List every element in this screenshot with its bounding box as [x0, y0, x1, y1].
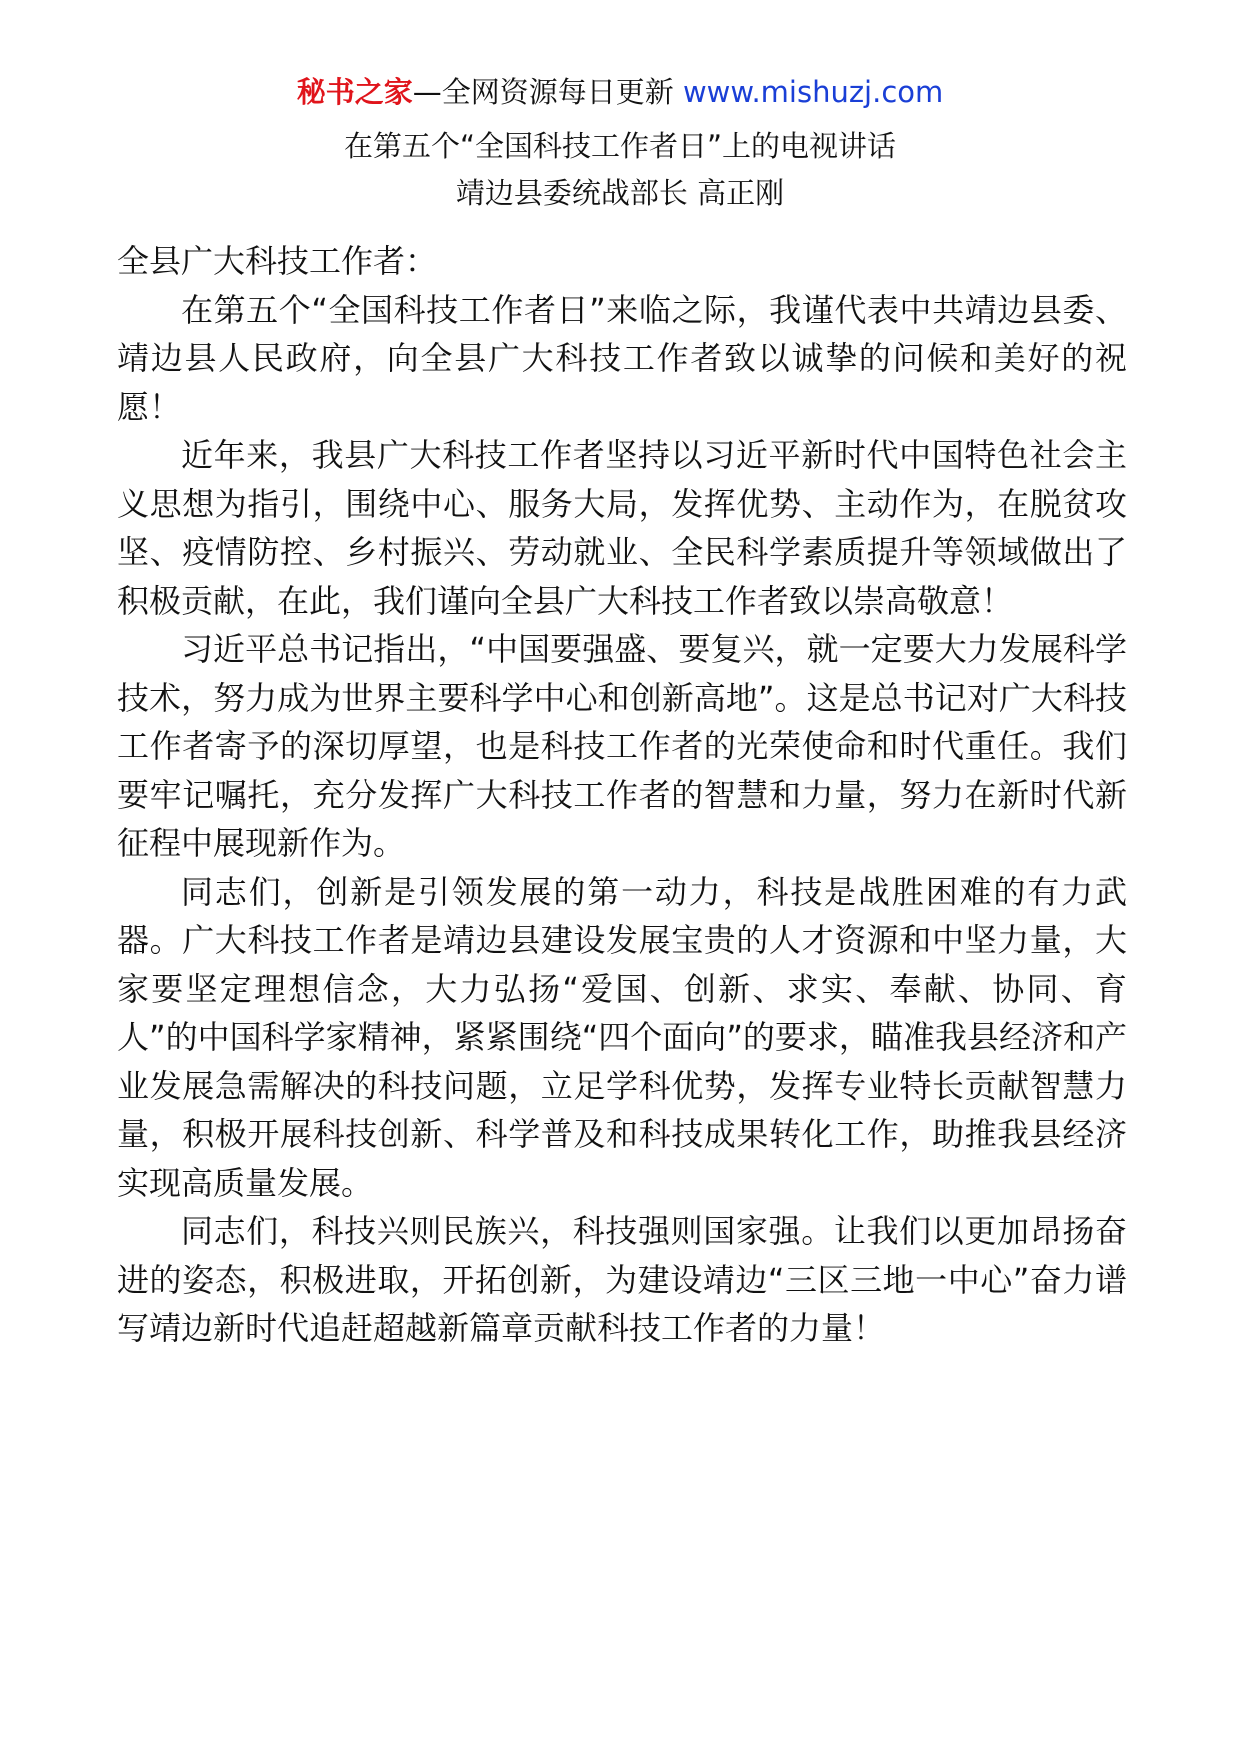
site-slogan: —全网资源每日更新	[412, 75, 683, 109]
document-author: 靖边县委统战部长 高正刚	[455, 176, 785, 210]
body-paragraph-4: 同志们，创新是引领发展的第一动力，科技是战胜困难的有力武器。广大科技工作者是靖边县建设发展宝贵的人才资源和中坚力量，大家要坚定理想信念，大力弘扬“爱国、创新、求实、奉献、协同、育人”的中国科学家精神，紧紧围绕“四个面向”的要求，瞄准我县经济和产业发展急需解决的科技问题，立足学科优势，发挥专业特长贡献智慧力量，积极开展科技创新、科学普及和科技成果转化工作，助推我县经济实现高质量发展。	[117, 872, 1127, 1202]
document-title: 在第五个“全国科技工作者日”上的电视讲话	[343, 129, 897, 163]
body-paragraph-5: 同志们，科技兴则民族兴，科技强则国家强。让我们以更加昂扬奋进的姿态，积极进取，开拓创新，为建设靖边“三区三地一中心”奋力谱写靖边新时代追赶超越新篇章贡献科技工作者的力量！	[117, 1212, 1127, 1347]
site-url-link[interactable]: www.mishuzj.com	[682, 75, 944, 109]
body-paragraph-2: 近年来，我县广大科技工作者坚持以习近平新时代中国特色社会主义思想为指引，围绕中心、服务大局，发挥优势、主动作为，在脱贫攻坚、疫情防控、乡村振兴、劳动就业、全民科学素质提升等领域做出了积极贡献，在此，我们谨向全县广大科技工作者致以崇高敬意！	[117, 436, 1127, 620]
site-brand-name: 秘书之家	[296, 75, 413, 109]
salutation: 全县广大科技工作者：	[117, 242, 438, 280]
body-paragraph-1: 在第五个“全国科技工作者日”来临之际，我谨代表中共靖边县委、靖边县人民政府，向全县广大科技工作者致以诚挚的问候和美好的祝愿！	[117, 290, 1127, 426]
document-body	[117, 237, 1127, 1353]
body-paragraph-3: 习近平总书记指出，“中国要强盛、要复兴，就一定要大力发展科学技术，努力成为世界主要科学中心和创新高地”。这是总书记对广大科技工作者寄予的深切厚望，也是科技工作者的光荣使命和时代重任。我们要牢记嘱托，充分发挥广大科技工作者的智慧和力量，努力在新时代新征程中展现新作为。	[117, 630, 1127, 862]
site-header	[0, 72, 1240, 112]
